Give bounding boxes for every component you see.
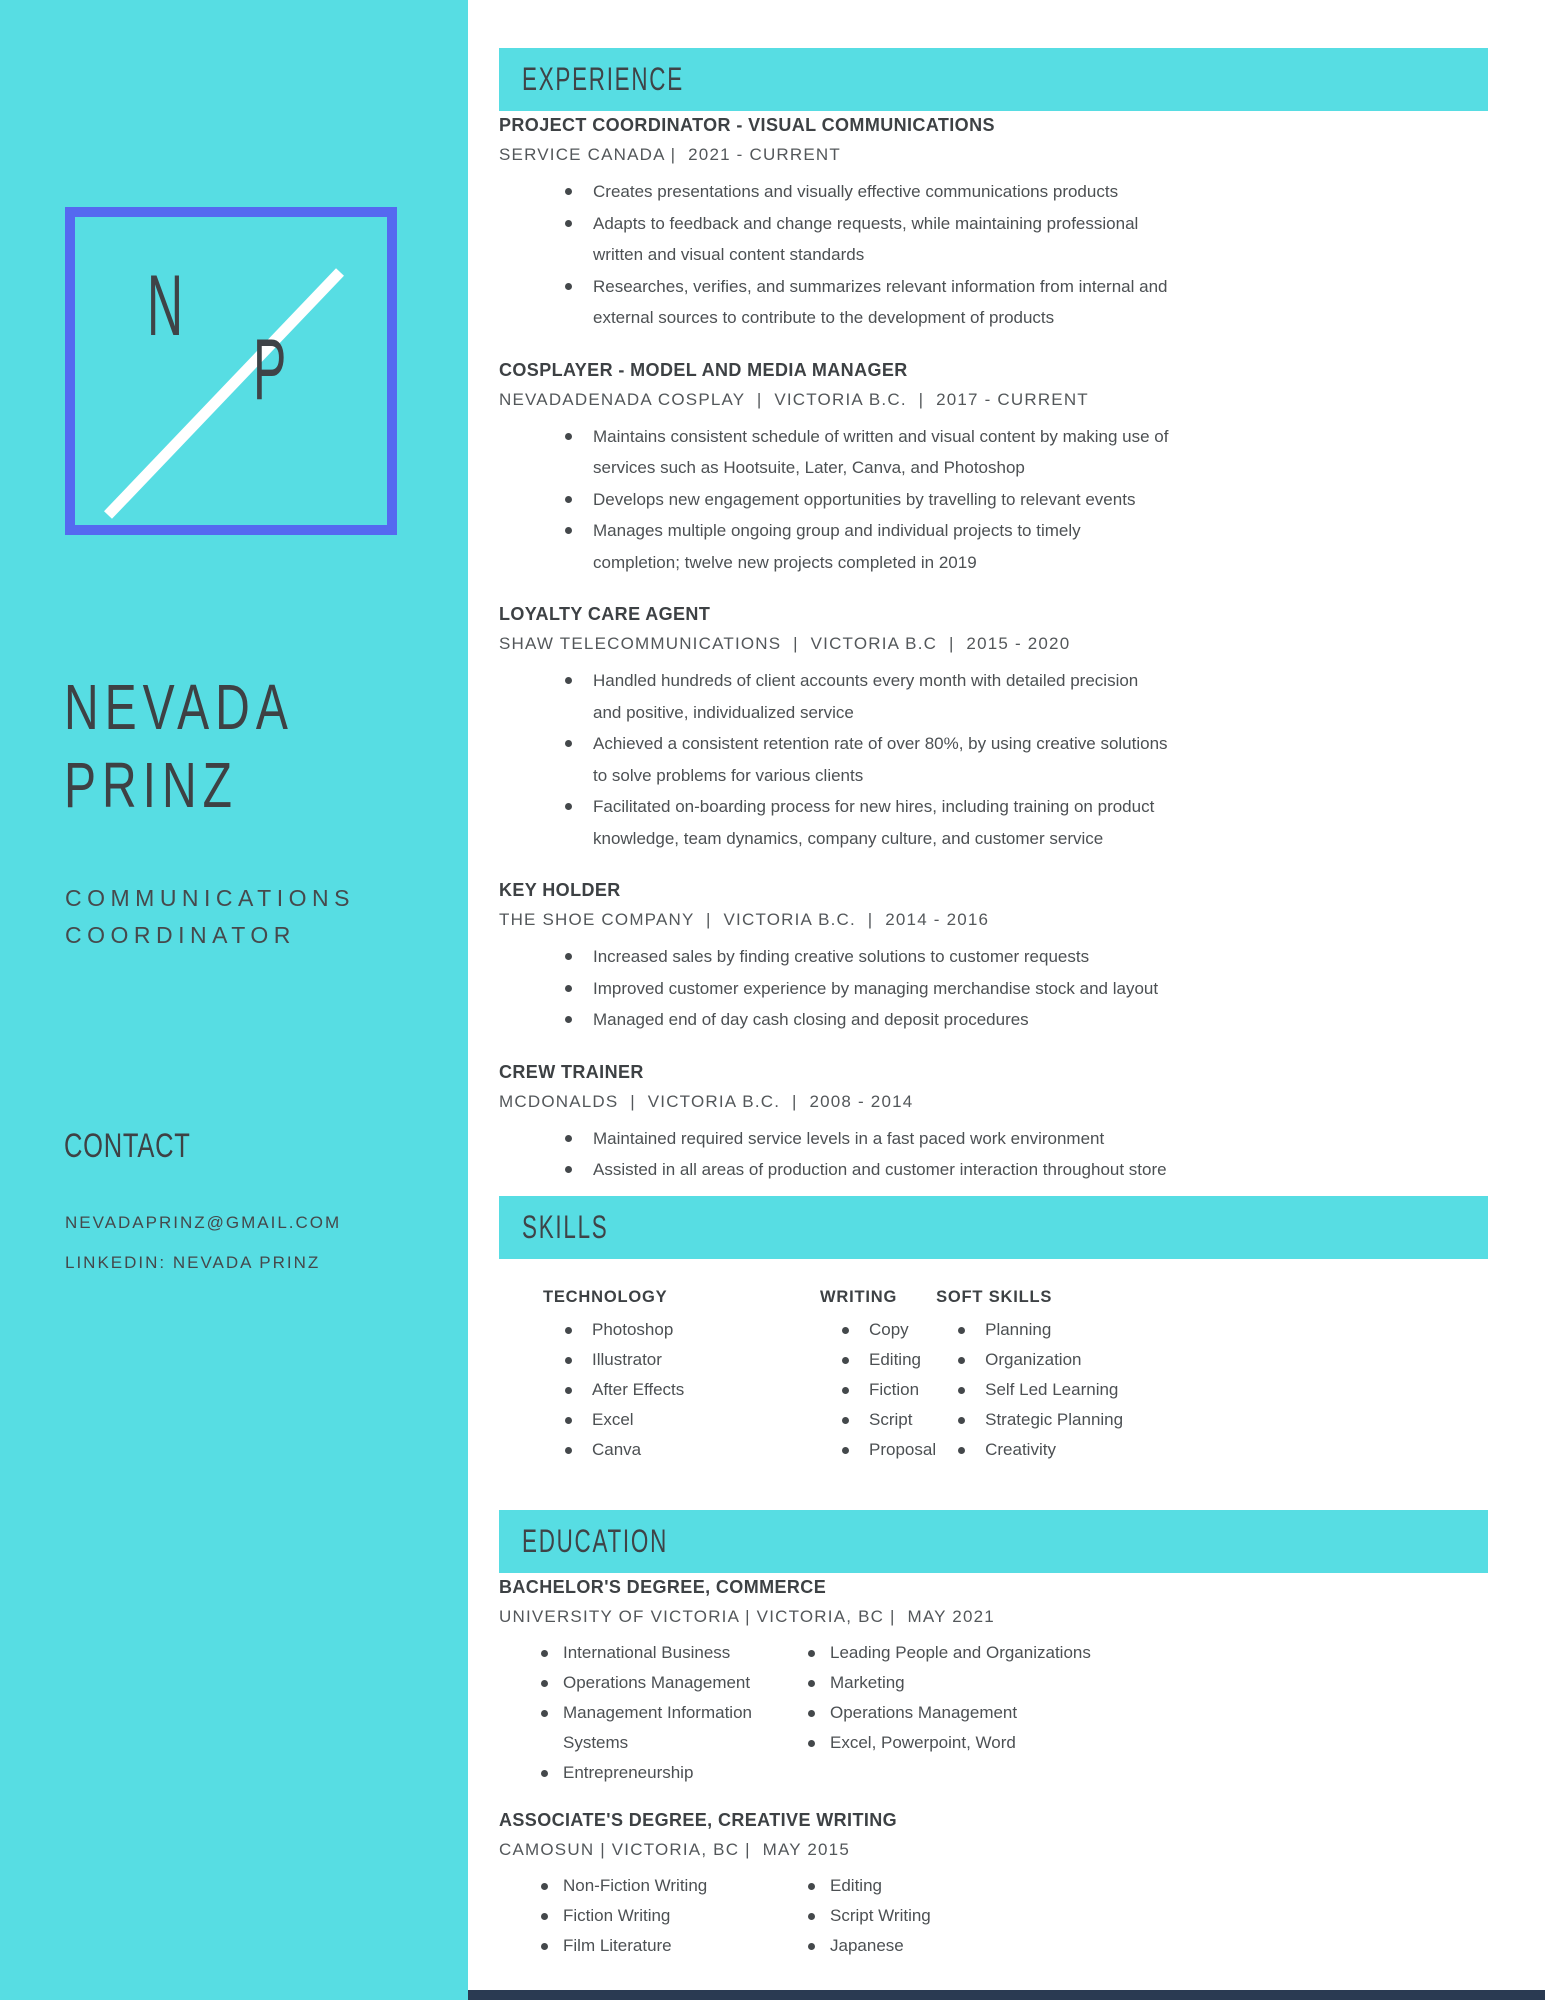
- degree-course-col1: [499, 1871, 806, 1961]
- person-name: [64, 668, 370, 824]
- course-item: Non-Fiction Writing: [539, 1871, 806, 1901]
- name-line-2: PRINZ: [64, 749, 238, 821]
- degree-course-columns: [499, 1638, 1488, 1788]
- monogram-letter-p: P: [253, 322, 287, 418]
- job-bullet-item: Increased sales by finding creative solutions to customer requests: [563, 941, 1171, 973]
- skill-item: Creativity: [956, 1435, 1123, 1465]
- skills-items: [936, 1315, 1123, 1465]
- skills-column: [820, 1285, 936, 1465]
- monogram-diagonal-line: [75, 217, 387, 525]
- job-meta: SHAW TELECOMMUNICATIONS | VICTORIA B.C | 2015 - 2020: [499, 634, 1071, 653]
- skills-column-title: TECHNOLOGY: [543, 1287, 668, 1306]
- job-bullets: [499, 665, 1488, 854]
- sidebar: [0, 0, 468, 2000]
- job-title: KEY HOLDER: [499, 880, 621, 900]
- job-bullet-item: Handled hundreds of client accounts every month with detailed precision and positive, individualized service: [563, 665, 1171, 728]
- job-bullet-item: Researches, verifies, and summarizes relevant information from internal and external sources to contribute to the development of products: [563, 271, 1171, 334]
- degree-course-col1: [499, 1638, 806, 1788]
- job-title: PROJECT COORDINATOR - VISUAL COMMUNICATIONS: [499, 115, 995, 135]
- skill-item: After Effects: [563, 1375, 820, 1405]
- degree-title: BACHELOR'S DEGREE, COMMERCE: [499, 1576, 827, 1597]
- skill-item: Fiction: [840, 1375, 936, 1405]
- contact-line: LINKEDIN: NEVADA PRINZ: [65, 1253, 321, 1272]
- job-bullets: [499, 176, 1488, 334]
- job-entry: [499, 356, 1488, 579]
- skills-heading: SKILLS: [522, 1208, 609, 1245]
- skill-item: Illustrator: [563, 1345, 820, 1375]
- skill-item: Canva: [563, 1435, 820, 1465]
- job-bullets: [499, 1123, 1488, 1186]
- job-bullets: [499, 941, 1488, 1036]
- skill-item: Proposal: [840, 1435, 936, 1465]
- skill-item: Copy: [840, 1315, 936, 1345]
- course-item: Entrepreneurship: [539, 1758, 806, 1788]
- course-item: Editing: [806, 1871, 931, 1901]
- job-meta: MCDONALDS | VICTORIA B.C. | 2008 - 2014: [499, 1091, 914, 1111]
- section-experience: [499, 48, 1488, 1186]
- job-bullet-item: Facilitated on-boarding process for new hires, including training on product knowledge, team dynamics, company culture, and customer service: [563, 791, 1171, 854]
- course-item: Operations Management: [539, 1668, 806, 1698]
- job-entry: [499, 111, 1488, 334]
- course-item: Marketing: [806, 1668, 1091, 1698]
- skill-item: Organization: [956, 1345, 1123, 1375]
- skill-item: Strategic Planning: [956, 1405, 1123, 1435]
- job-bullet-item: Maintains consistent schedule of written and visual content by making use of services such as Hootsuite, Later, Canva, and Photoshop: [563, 421, 1171, 484]
- job-bullet-item: Manages multiple ongoing group and individual projects to timely completion; twelve new projects completed in 2019: [563, 515, 1171, 578]
- section-skills: [499, 1196, 1488, 1465]
- skill-item: Photoshop: [563, 1315, 820, 1345]
- degree-meta: UNIVERSITY OF VICTORIA | VICTORIA, BC | MAY 2021: [499, 1606, 995, 1626]
- contact-heading: CONTACT: [64, 1127, 191, 1165]
- job-entry: [499, 876, 1488, 1036]
- job-list: [499, 111, 1488, 1186]
- job-bullet-item: Achieved a consistent retention rate of over 80%, by using creative solutions to solve problems for various clients: [563, 728, 1171, 791]
- job-bullet-item: Managed end of day cash closing and deposit procedures: [563, 1004, 1171, 1036]
- degree-course-columns: [499, 1871, 1488, 1961]
- job-bullet-item: Creates presentations and visually effective communications products: [563, 176, 1171, 208]
- contact-line: NEVADAPRINZ@GMAIL.COM: [65, 1213, 342, 1232]
- skill-item: Self Led Learning: [956, 1375, 1123, 1405]
- degree-entry: [499, 1573, 1488, 1788]
- course-item: Leading People and Organizations: [806, 1638, 1091, 1668]
- course-item: Japanese: [806, 1931, 931, 1961]
- skill-item: Editing: [840, 1345, 936, 1375]
- course-item: Film Literature: [539, 1931, 806, 1961]
- job-title: LOYALTY CARE AGENT: [499, 604, 711, 624]
- skills-items: [820, 1315, 936, 1465]
- job-bullet-item: Adapts to feedback and change requests, while maintaining professional written and visual content standards: [563, 208, 1171, 271]
- course-item: Management Information Systems: [539, 1698, 806, 1758]
- job-entry: [499, 600, 1488, 854]
- job-bullets: [499, 421, 1488, 579]
- course-item: International Business: [539, 1638, 806, 1668]
- role-line-1: COMMUNICATIONS: [65, 885, 355, 911]
- experience-header-bar: [499, 48, 1488, 111]
- experience-heading: EXPERIENCE: [522, 61, 684, 97]
- monogram-logo: [65, 207, 397, 535]
- monogram-letter-n: N: [147, 258, 184, 354]
- job-meta: NEVADADENADA COSPLAY | VICTORIA B.C. | 2017 - CURRENT: [499, 389, 1089, 409]
- job-meta: SERVICE CANADA | 2021 - CURRENT: [499, 145, 841, 164]
- job-title: CREW TRAINER: [499, 1061, 644, 1082]
- job-bullet-item: Assisted in all areas of production and customer interaction throughout store: [563, 1154, 1171, 1186]
- course-item: Operations Management: [806, 1698, 1091, 1728]
- skills-header-bar: [499, 1196, 1488, 1259]
- skills-items: [543, 1315, 820, 1465]
- degree-meta: CAMOSUN | VICTORIA, BC | MAY 2015: [499, 1839, 850, 1859]
- job-bullet-item: Develops new engagement opportunities by travelling to relevant events: [563, 484, 1171, 516]
- degree-course-col2: [806, 1871, 931, 1961]
- role-line-2: COORDINATOR: [65, 922, 296, 948]
- name-line-1: NEVADA: [64, 671, 294, 743]
- skills-columns: [499, 1285, 1488, 1465]
- degree-entry: [499, 1806, 1488, 1961]
- job-bullet-item: Maintained required service levels in a fast paced work environment: [563, 1123, 1171, 1155]
- skill-item: Planning: [956, 1315, 1123, 1345]
- degree-course-col2: [806, 1638, 1091, 1788]
- skills-column-title: WRITING: [820, 1287, 898, 1306]
- course-item: Fiction Writing: [539, 1901, 806, 1931]
- education-header-bar: [499, 1510, 1488, 1573]
- bottom-accent-bar: [468, 1990, 1545, 2000]
- degree-title: ASSOCIATE'S DEGREE, CREATIVE WRITING: [499, 1809, 898, 1830]
- skills-column-title: SOFT SKILLS: [936, 1287, 1053, 1306]
- job-bullet-item: Improved customer experience by managing merchandise stock and layout: [563, 973, 1171, 1005]
- skills-column: [543, 1285, 820, 1465]
- degree-list: [499, 1573, 1488, 1961]
- contact-lines: [65, 1203, 341, 1283]
- job-meta: THE SHOE COMPANY | VICTORIA B.C. | 2014 - 2016: [499, 910, 990, 929]
- job-title: COSPLAYER - MODEL AND MEDIA MANAGER: [499, 359, 908, 380]
- person-role: [65, 880, 355, 954]
- skill-item: Script: [840, 1405, 936, 1435]
- section-education: [499, 1510, 1488, 1961]
- main-content: [499, 0, 1488, 1961]
- skill-item: Excel: [563, 1405, 820, 1435]
- course-item: Script Writing: [806, 1901, 931, 1931]
- job-entry: [499, 1058, 1488, 1186]
- education-heading: EDUCATION: [522, 1522, 669, 1559]
- course-item: Excel, Powerpoint, Word: [806, 1728, 1091, 1758]
- skills-column: [936, 1285, 1123, 1465]
